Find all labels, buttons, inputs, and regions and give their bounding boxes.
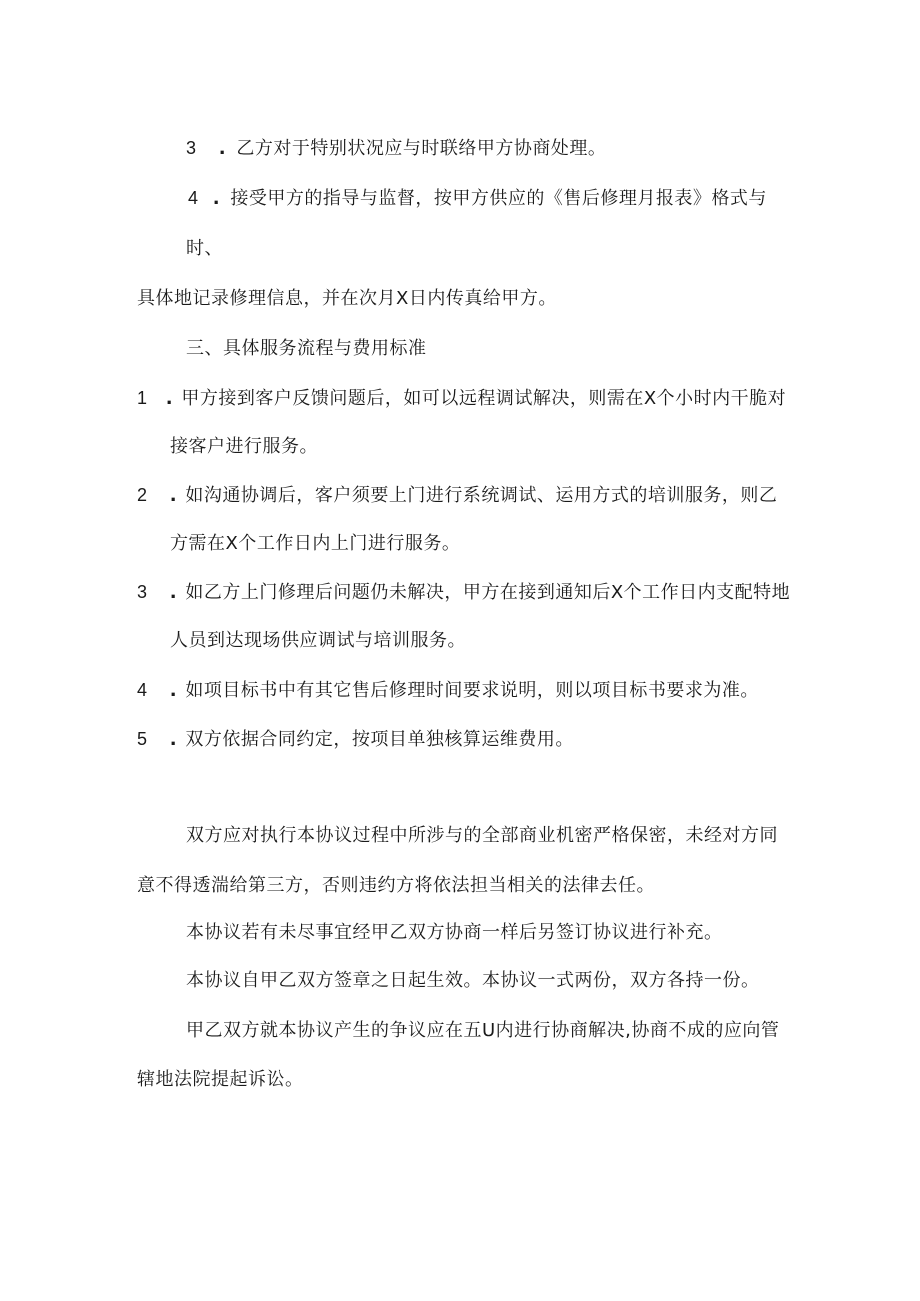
duty-item-4-number: 4: [188, 188, 199, 208]
service-item-1-line1: 甲方接到客户反馈问题后，如可以远程调试解决，则需在X个小时内干脆对: [181, 388, 787, 409]
duty-item-4-separator: .: [212, 188, 221, 209]
supplement-clause: 本协议若有未尽事宜经甲乙双方协商一样后另签订协议进行补充。: [186, 922, 723, 943]
service-item-4-number: 4: [137, 680, 148, 700]
section-heading: 三、具体服务流程与费用标准: [186, 338, 427, 359]
service-item-5-line1: 双方依据合同约定，按项目单独核算运维费用。: [185, 729, 574, 750]
duty-item-3-separator: .: [218, 138, 227, 159]
service-item-4-line1: 如项目标书中有其它售后修理时间要求说明，则以项目标书要求为准。: [185, 680, 759, 701]
dispute-clause-line2: 辖地法院提起诉讼。: [137, 1069, 304, 1090]
duty-item-3: [186, 135, 606, 162]
duty-item-4: [188, 185, 767, 212]
service-item-5: [137, 726, 574, 753]
service-item-3-number: 3: [137, 582, 148, 602]
service-item-3-separator: .: [169, 582, 178, 603]
service-item-2-number: 2: [137, 485, 148, 505]
service-item-1-line2: 接客户进行服务。: [170, 436, 318, 457]
dispute-clause-line1: 甲乙双方就本协议产生的争议应在五U内进行协商解决,协商不成的应向管: [186, 1020, 780, 1041]
service-item-3-line1: 如乙方上门修理后问题仍未解决，甲方在接到通知后X个工作日内支配特地: [185, 582, 791, 603]
duty-item-4-text-line1: 接受甲方的指导与监督，按甲方供应的《售后修理月报表》格式与: [230, 188, 767, 209]
service-item-3: [137, 579, 790, 606]
service-item-5-separator: .: [169, 729, 178, 750]
service-item-2-line1: 如沟通协调后，客户须要上门进行系统调试、运用方式的培训服务，则乙: [185, 485, 778, 506]
service-item-1: [137, 385, 786, 412]
duty-item-3-text: 乙方对于特别状况应与时联络甲方协商处理。: [236, 138, 607, 159]
service-item-5-number: 5: [137, 729, 148, 749]
service-item-2-line2: 方需在X个工作日内上门进行服务。: [170, 533, 461, 554]
service-item-4: [137, 677, 759, 704]
confidentiality-clause-line1: 双方应对执行本协议过程中所涉与的全部商业机密严格保密，未经对方同: [186, 825, 778, 846]
confidentiality-clause-line2: 意不得透湍给第三方，否则违约方将依法担当相关的法律去任。: [137, 875, 655, 896]
service-item-1-separator: .: [165, 388, 174, 409]
duty-item-3-number: 3: [186, 138, 197, 158]
service-item-1-number: 1: [137, 388, 148, 408]
service-item-2: [137, 482, 777, 509]
duty-item-4-line2: 时、: [186, 238, 223, 259]
service-item-2-separator: .: [169, 485, 178, 506]
duty-item-4-line3: 具体地记录修理信息，并在次月X日内传真给甲方。: [137, 288, 557, 309]
service-item-4-separator: .: [169, 680, 178, 701]
effective-clause: 本协议自甲乙双方签章之日起生效。本协议一式两份，双方各持一份。: [186, 970, 760, 991]
service-item-3-line2: 人员到达现场供应调试与培训服务。: [170, 630, 466, 651]
